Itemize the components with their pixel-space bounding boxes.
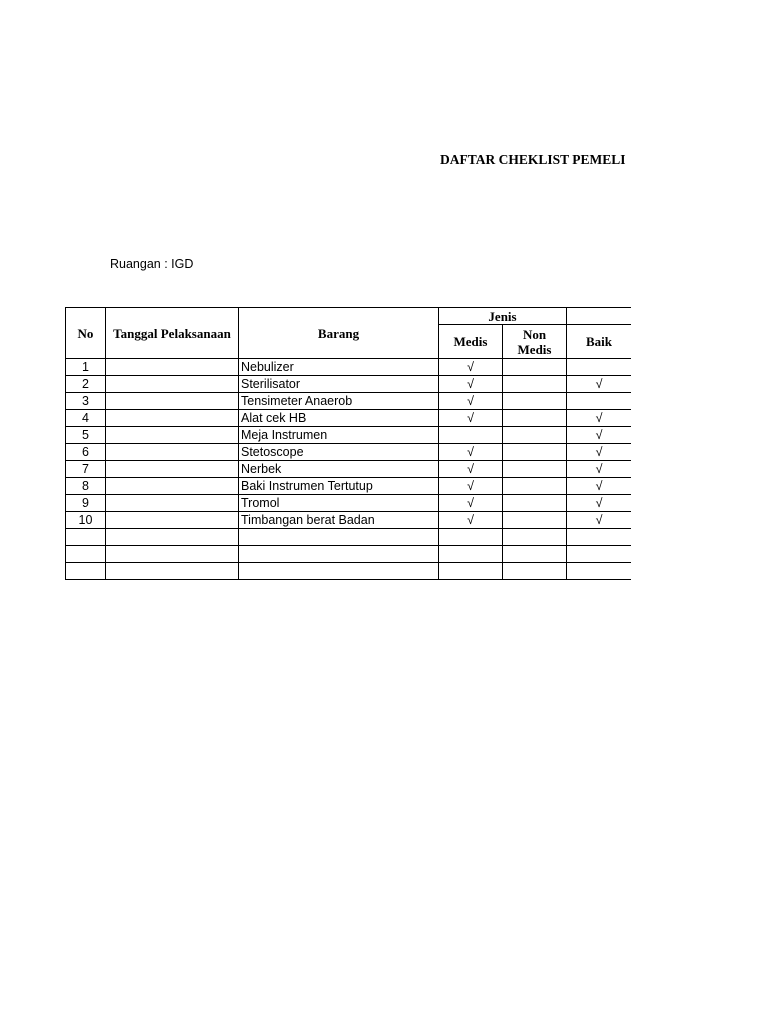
cell-item: Timbangan berat Badan <box>239 512 439 529</box>
cell-non-medis-check <box>503 512 567 529</box>
cell-no: 6 <box>66 444 106 461</box>
cell-no: 7 <box>66 461 106 478</box>
cell-medis-check <box>439 546 503 563</box>
table-row <box>66 444 632 461</box>
cell-medis-check: √ <box>439 478 503 495</box>
cell-item: Nerbek <box>239 461 439 478</box>
cell-non-medis-check <box>503 563 567 580</box>
header-non-medis: Non Medis <box>503 325 567 359</box>
cell-date <box>106 512 239 529</box>
cell-no: 9 <box>66 495 106 512</box>
cell-non-medis-check <box>503 359 567 376</box>
cell-item: Sterilisator <box>239 376 439 393</box>
cell-baik-check <box>567 529 631 546</box>
cell-non-medis-check <box>503 461 567 478</box>
table-row <box>66 478 632 495</box>
header-row-top <box>66 308 632 325</box>
cell-no <box>66 529 106 546</box>
cell-item: Stetoscope <box>239 444 439 461</box>
cell-baik-check: √ <box>567 461 631 478</box>
cell-medis-check <box>439 529 503 546</box>
cell-no <box>66 563 106 580</box>
header-item: Barang <box>239 308 439 359</box>
cell-medis-check <box>439 563 503 580</box>
cell-non-medis-check <box>503 444 567 461</box>
header-no: No <box>66 308 106 359</box>
cell-date <box>106 495 239 512</box>
cell-date <box>106 376 239 393</box>
cell-date <box>106 393 239 410</box>
cell-item <box>239 563 439 580</box>
cell-baik-check: √ <box>567 512 631 529</box>
table-row <box>66 495 632 512</box>
table-row <box>66 376 632 393</box>
table-row <box>66 512 632 529</box>
cell-no: 10 <box>66 512 106 529</box>
cell-medis-check: √ <box>439 410 503 427</box>
cell-non-medis-check <box>503 529 567 546</box>
cell-date <box>106 478 239 495</box>
cell-medis-check: √ <box>439 444 503 461</box>
cell-medis-check: √ <box>439 495 503 512</box>
cell-date <box>106 563 239 580</box>
checklist-table-viewport <box>65 307 631 584</box>
room-label: Ruangan : IGD <box>110 257 194 271</box>
cell-date <box>106 529 239 546</box>
cell-medis-check: √ <box>439 461 503 478</box>
cell-item: Tensimeter Anaerob <box>239 393 439 410</box>
cell-baik-check: √ <box>567 495 631 512</box>
cell-non-medis-check <box>503 427 567 444</box>
cell-item: Nebulizer <box>239 359 439 376</box>
cell-baik-check <box>567 546 631 563</box>
cell-medis-check: √ <box>439 359 503 376</box>
cell-no: 1 <box>66 359 106 376</box>
cell-item: Baki Instrumen Tertutup <box>239 478 439 495</box>
table-row <box>66 546 632 563</box>
cell-baik-check: √ <box>567 410 631 427</box>
cell-non-medis-check <box>503 478 567 495</box>
cell-baik-check <box>567 563 631 580</box>
cell-no: 5 <box>66 427 106 444</box>
cell-item: Meja Instrumen <box>239 427 439 444</box>
cell-medis-check: √ <box>439 512 503 529</box>
table-row <box>66 563 632 580</box>
header-condition-group <box>567 308 631 325</box>
cell-item: Alat cek HB <box>239 410 439 427</box>
cell-no: 2 <box>66 376 106 393</box>
cell-date <box>106 461 239 478</box>
cell-medis-check: √ <box>439 393 503 410</box>
cell-item: Tromol <box>239 495 439 512</box>
cell-item <box>239 546 439 563</box>
cell-date <box>106 410 239 427</box>
cell-no: 4 <box>66 410 106 427</box>
header-type-group: Jenis <box>439 308 567 325</box>
cell-item <box>239 529 439 546</box>
header-baik: Baik <box>567 325 631 359</box>
table-row <box>66 529 632 546</box>
cell-baik-check: √ <box>567 444 631 461</box>
table-row <box>66 359 632 376</box>
table-row <box>66 427 632 444</box>
cell-medis-check <box>439 427 503 444</box>
cell-non-medis-check <box>503 393 567 410</box>
cell-no: 3 <box>66 393 106 410</box>
cell-date <box>106 546 239 563</box>
table-row <box>66 461 632 478</box>
cell-medis-check: √ <box>439 376 503 393</box>
cell-no <box>66 546 106 563</box>
cell-date <box>106 427 239 444</box>
header-date: Tanggal Pelaksanaan <box>106 308 239 359</box>
cell-baik-check <box>567 393 631 410</box>
cell-baik-check: √ <box>567 376 631 393</box>
table-row <box>66 393 632 410</box>
cell-baik-check: √ <box>567 427 631 444</box>
cell-date <box>106 359 239 376</box>
cell-non-medis-check <box>503 410 567 427</box>
checklist-table <box>65 307 631 580</box>
document-title: DAFTAR CHEKLIST PEMELI <box>440 152 626 167</box>
cell-date <box>106 444 239 461</box>
cell-non-medis-check <box>503 376 567 393</box>
cell-non-medis-check <box>503 495 567 512</box>
cell-non-medis-check <box>503 546 567 563</box>
cell-no: 8 <box>66 478 106 495</box>
cell-baik-check: √ <box>567 478 631 495</box>
table-row <box>66 410 632 427</box>
cell-baik-check <box>567 359 631 376</box>
header-medis: Medis <box>439 325 503 359</box>
